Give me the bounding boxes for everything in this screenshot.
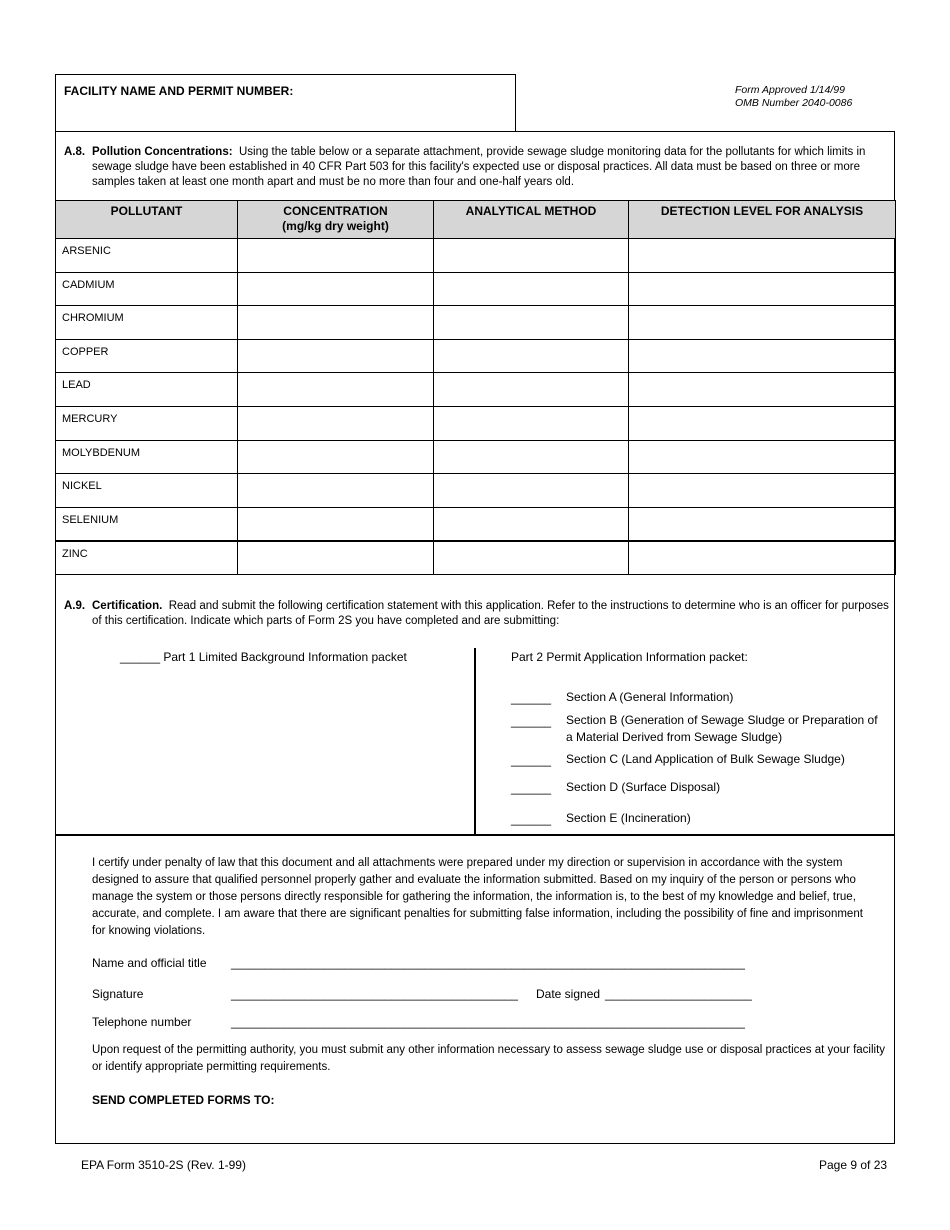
detection-level-cell[interactable] xyxy=(629,306,896,340)
analytical-method-cell[interactable] xyxy=(434,306,629,340)
signature-line[interactable]: ___________________________________________ xyxy=(231,987,518,1001)
section-e-label: Section E (Incineration) xyxy=(566,811,691,825)
detection-level-cell[interactable] xyxy=(629,406,896,440)
telephone-line[interactable]: _____________________________________________________________________________ xyxy=(231,1015,745,1029)
pollutant-name: CHROMIUM xyxy=(56,306,238,340)
concentration-cell[interactable] xyxy=(238,440,434,474)
section-c-blank[interactable]: ______ xyxy=(511,753,552,767)
detection-level-cell[interactable] xyxy=(629,507,896,541)
table-row xyxy=(56,272,896,306)
part1-checkline[interactable]: ______ Part 1 Limited Background Information packet xyxy=(120,650,407,664)
table-row xyxy=(56,440,896,474)
section-d-blank[interactable]: ______ xyxy=(511,781,552,795)
analytical-method-cell[interactable] xyxy=(434,272,629,306)
concentration-cell[interactable] xyxy=(238,406,434,440)
a9-number: A.9. xyxy=(64,600,86,612)
col-concentration-unit: (mg/kg dry weight) xyxy=(282,219,389,233)
form-id: EPA Form 3510-2S (Rev. 1-99) xyxy=(81,1158,246,1172)
section-divider xyxy=(55,834,895,836)
concentration-cell[interactable] xyxy=(238,474,434,508)
section-a-label: Section A (General Information) xyxy=(566,690,734,704)
pollutant-name: MOLYBDENUM xyxy=(56,440,238,474)
detection-level-cell[interactable] xyxy=(629,474,896,508)
table-row xyxy=(56,507,896,541)
section-a9 xyxy=(64,599,890,629)
pollutant-table xyxy=(55,200,896,575)
analytical-method-cell[interactable] xyxy=(434,474,629,508)
detection-level-cell[interactable] xyxy=(629,239,896,273)
detection-level-cell[interactable] xyxy=(629,541,896,575)
detection-level-cell[interactable] xyxy=(629,272,896,306)
concentration-cell[interactable] xyxy=(238,339,434,373)
detection-level-cell[interactable] xyxy=(629,440,896,474)
telephone-label: Telephone number xyxy=(92,1015,192,1029)
col-concentration-label: CONCENTRATION xyxy=(283,204,388,218)
section-e-blank[interactable]: ______ xyxy=(511,812,552,826)
a9-instructions: Read and submit the following certification statement with this application. Refer to the instructions to determine who is an officer for purposes of this certification. Indicate which parts of Form 2S you have completed and are submitting: xyxy=(92,600,889,627)
concentration-cell[interactable] xyxy=(238,306,434,340)
concentration-cell[interactable] xyxy=(238,272,434,306)
pollutant-name: ARSENIC xyxy=(56,239,238,273)
analytical-method-cell[interactable] xyxy=(434,440,629,474)
concentration-cell[interactable] xyxy=(238,507,434,541)
pollutant-name: NICKEL xyxy=(56,474,238,508)
section-c-label: Section C (Land Application of Bulk Sewage Sludge) xyxy=(566,752,845,766)
send-forms-to: SEND COMPLETED FORMS TO: xyxy=(92,1093,275,1107)
section-b-blank[interactable]: ______ xyxy=(511,714,552,728)
pollutant-name: MERCURY xyxy=(56,406,238,440)
col-concentration xyxy=(238,201,434,239)
page-number: Page 9 of 23 xyxy=(819,1158,888,1172)
analytical-method-cell[interactable] xyxy=(434,339,629,373)
date-signed-label: Date signed xyxy=(536,987,601,1001)
name-title-label: Name and official title xyxy=(92,956,207,970)
col-analytical-method: ANALYTICAL METHOD xyxy=(434,201,629,239)
analytical-method-cell[interactable] xyxy=(434,239,629,273)
form-approved-date: Form Approved 1/14/99 xyxy=(735,84,845,96)
table-row xyxy=(56,541,896,575)
pollutant-name: COPPER xyxy=(56,339,238,373)
table-row xyxy=(56,474,896,508)
col-pollutant: POLLUTANT xyxy=(56,201,238,239)
table-header-row xyxy=(56,201,896,239)
analytical-method-cell[interactable] xyxy=(434,373,629,407)
section-a-blank[interactable]: ______ xyxy=(511,691,552,705)
analytical-method-cell[interactable] xyxy=(434,406,629,440)
date-signed-line[interactable]: ______________________ xyxy=(605,987,752,1001)
table-row xyxy=(56,306,896,340)
section-a8 xyxy=(64,145,890,190)
pollutant-name: SELENIUM xyxy=(56,507,238,541)
signature-label: Signature xyxy=(92,987,144,1001)
facility-name-label: FACILITY NAME AND PERMIT NUMBER: xyxy=(64,84,294,98)
name-title-line[interactable]: _____________________________________________________________________________ xyxy=(231,956,745,970)
certification-statement: I certify under penalty of law that this document and all attachments were prepared under my direction or supervision in accordance with the system designed to assure that qualified personnel properly gather and evaluate the information submitted. Based on my inquiry of the person or persons who manage the system or those persons directly responsible for gathering the information, the information is, to the best of my knowledge and belief, true, accurate, and complete. I am aware that there are significant penalties for submitting false information, including the possibility of fine and imprisonment for knowing violations. xyxy=(92,857,863,937)
form-approval-info xyxy=(735,84,852,110)
part2-title: Part 2 Permit Application Information packet: xyxy=(511,650,748,664)
detection-level-cell[interactable] xyxy=(629,339,896,373)
a9-title: Certification. xyxy=(92,600,163,612)
concentration-cell[interactable] xyxy=(238,541,434,575)
concentration-cell[interactable] xyxy=(238,373,434,407)
upon-request-text: Upon request of the permitting authority, you must submit any other information necessary to assess sewage sludge use or disposal practices at your facility or identify appropriate permitting requirements. xyxy=(92,1044,886,1073)
analytical-method-cell[interactable] xyxy=(434,541,629,575)
section-d-label: Section D (Surface Disposal) xyxy=(566,780,721,794)
table-row xyxy=(56,406,896,440)
a8-instructions: Using the table below or a separate attachment, provide sewage sludge monitoring data for the pollutants for which limits in sewage sludge have been established in 40 CFR Part 503 for this facility's expected use or disposal practices. All data must be based on three or more samples taken at least one month apart and must be no more than four and one-half years old. xyxy=(92,146,866,188)
a8-number: A.8. xyxy=(64,146,86,158)
pollutant-name: ZINC xyxy=(56,541,238,575)
parts-divider xyxy=(474,648,476,835)
table-row xyxy=(56,373,896,407)
a8-title: Pollution Concentrations: xyxy=(92,146,233,158)
pollutant-name: CADMIUM xyxy=(56,272,238,306)
col-detection-level: DETECTION LEVEL FOR ANALYSIS xyxy=(629,201,896,239)
omb-number: OMB Number 2040-0086 xyxy=(735,97,853,109)
section-b-label: Section B (Generation of Sewage Sludge or Preparation of a Material Derived from Sewage Sludge) xyxy=(566,713,878,744)
pollutant-name: LEAD xyxy=(56,373,238,407)
table-row xyxy=(56,339,896,373)
analytical-method-cell[interactable] xyxy=(434,507,629,541)
facility-header-box xyxy=(55,74,516,131)
table-row xyxy=(56,239,896,273)
detection-level-cell[interactable] xyxy=(629,373,896,407)
concentration-cell[interactable] xyxy=(238,239,434,273)
